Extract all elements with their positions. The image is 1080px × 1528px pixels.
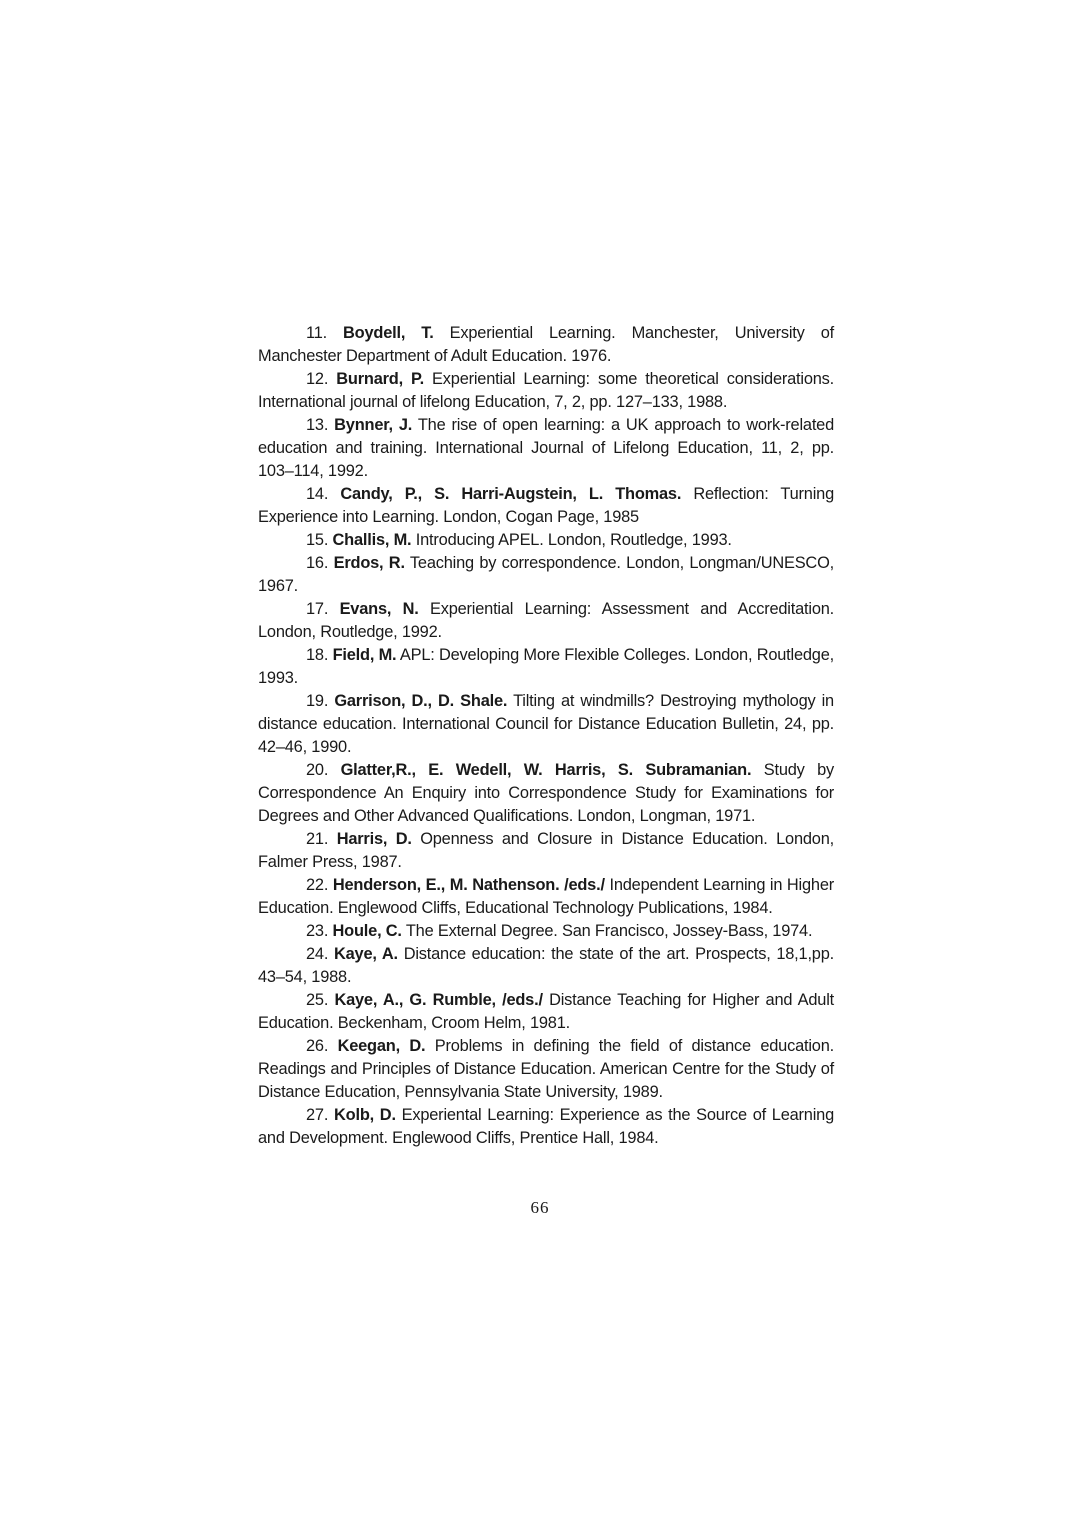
reference-text: APL: Developing More Flexible Colleges. London, Routledge, 1993. bbox=[258, 646, 834, 687]
reference-text: The rise of open learning: a UK approach to work-related education and training. International Journal of Lifelong Education, 11, 2, pp. 103–114, 1992. bbox=[258, 416, 835, 480]
reference-author: Challis, M. bbox=[332, 531, 412, 549]
reference-number: 25. bbox=[306, 991, 329, 1009]
reference-number: 20. bbox=[306, 761, 329, 779]
reference-entry bbox=[258, 943, 834, 989]
reference-number: 26. bbox=[306, 1037, 329, 1055]
reference-text: Tilting at windmills? Destroying mythology in distance education. International Council for Distance Education Bulletin, 24, pp. 42–46, 1990. bbox=[258, 692, 834, 756]
reference-author: Kolb, D. bbox=[334, 1106, 396, 1124]
reference-author: Kaye, A. bbox=[333, 945, 398, 963]
reference-entry bbox=[258, 598, 834, 644]
reference-author: Candy, P., S. Harri-Augstein, L. Thomas. bbox=[340, 485, 682, 503]
reference-text: Experiential Learning: Assessment and Accreditation. London, Routledge, 1992. bbox=[258, 600, 834, 641]
reference-author: Bynner, J. bbox=[334, 416, 413, 434]
reference-entry bbox=[258, 529, 834, 552]
reference-text: Experiental Learning: Experience as the Source of Learning and Development. Englewood Cliffs, Prentice Hall, 1984. bbox=[258, 1106, 834, 1147]
reference-entry bbox=[258, 759, 834, 828]
reference-author: Evans, N. bbox=[339, 600, 419, 618]
reference-text: Experiential Learning: some theoretical considerations. International journal of lifelong Education, 7, 2, pp. 127–133, 1988. bbox=[258, 370, 835, 411]
reference-author: Burnard, P. bbox=[336, 370, 424, 388]
reference-number: 24. bbox=[306, 945, 329, 963]
reference-author: Field, M. bbox=[332, 646, 397, 664]
reference-entry bbox=[258, 552, 834, 598]
reference-text: Independent Learning in Higher Education. Englewood Cliffs, Educational Technology Publications, 1984. bbox=[258, 876, 834, 917]
reference-author: Kaye, A., G. Rumble, /eds./ bbox=[334, 991, 543, 1009]
reference-number: 16. bbox=[306, 554, 329, 572]
reference-number: 14. bbox=[306, 485, 329, 503]
reference-number: 11. bbox=[306, 324, 327, 342]
reference-author: Keegan, D. bbox=[337, 1037, 426, 1055]
reference-number: 21. bbox=[306, 830, 329, 848]
reference-entry bbox=[258, 414, 834, 483]
reference-number: 13. bbox=[306, 416, 329, 434]
reference-author: Glatter,R., E. Wedell, W. Harris, S. Subramanian. bbox=[340, 761, 752, 779]
reference-text: Problems in defining the field of distance education. Readings and Principles of Distance Education. American Centre for the Study of Distance Education, Pennsylvania State University, 1989. bbox=[258, 1037, 834, 1101]
reference-text: Experiential Learning. Manchester, University of Manchester Department of Adult Education. 1976. bbox=[258, 324, 834, 365]
reference-text: Teaching by correspondence. London, Longman/UNESCO, 1967. bbox=[258, 554, 834, 595]
reference-list bbox=[258, 322, 834, 1150]
reference-entry bbox=[258, 368, 834, 414]
reference-text: Openness and Closure in Distance Education. London, Falmer Press, 1987. bbox=[258, 830, 834, 871]
reference-number: 22. bbox=[306, 876, 329, 894]
reference-entry bbox=[258, 920, 834, 943]
reference-entry bbox=[258, 1035, 834, 1104]
reference-entry bbox=[258, 690, 834, 759]
reference-number: 17. bbox=[306, 600, 329, 618]
reference-author: Henderson, E., M. Nathenson. /eds./ bbox=[332, 876, 605, 894]
reference-entry bbox=[258, 989, 834, 1035]
reference-number: 12. bbox=[306, 370, 329, 388]
reference-entry bbox=[258, 874, 834, 920]
reference-number: 18. bbox=[306, 646, 329, 664]
reference-number: 19. bbox=[306, 692, 329, 710]
reference-author: Garrison, D., D. Shale. bbox=[334, 692, 508, 710]
reference-entry bbox=[258, 483, 834, 529]
reference-text: The External Degree. San Francisco, Jossey-Bass, 1974. bbox=[405, 922, 813, 940]
reference-text: Reflection: Turning Experience into Learning. London, Cogan Page, 1985 bbox=[258, 485, 834, 526]
reference-entry bbox=[258, 644, 834, 690]
reference-author: Harris, D. bbox=[336, 830, 412, 848]
reference-entry bbox=[258, 1104, 834, 1150]
reference-number: 27. bbox=[306, 1106, 329, 1124]
reference-text: Distance Teaching for Higher and Adult Education. Beckenham, Croom Helm, 1981. bbox=[258, 991, 835, 1032]
reference-entry bbox=[258, 828, 834, 874]
reference-author: Boydell, T. bbox=[343, 324, 434, 342]
reference-author: Erdos, R. bbox=[333, 554, 405, 572]
reference-text: Introducing APEL. London, Routledge, 1993. bbox=[415, 531, 732, 549]
reference-number: 15. bbox=[306, 531, 329, 549]
reference-author: Houle, C. bbox=[332, 922, 402, 940]
reference-text: Distance education: the state of the art. Prospects, 18,1,pp. 43–54, 1988. bbox=[258, 945, 834, 986]
page-number: 66 bbox=[530, 1198, 550, 1217]
reference-number: 23. bbox=[306, 922, 329, 940]
reference-text: Study by Correspondence An Enquiry into Correspondence Study for Examinations for Degrees and Other Advanced Qualifications. London, Longman, 1971. bbox=[258, 761, 834, 825]
reference-entry bbox=[258, 322, 834, 368]
